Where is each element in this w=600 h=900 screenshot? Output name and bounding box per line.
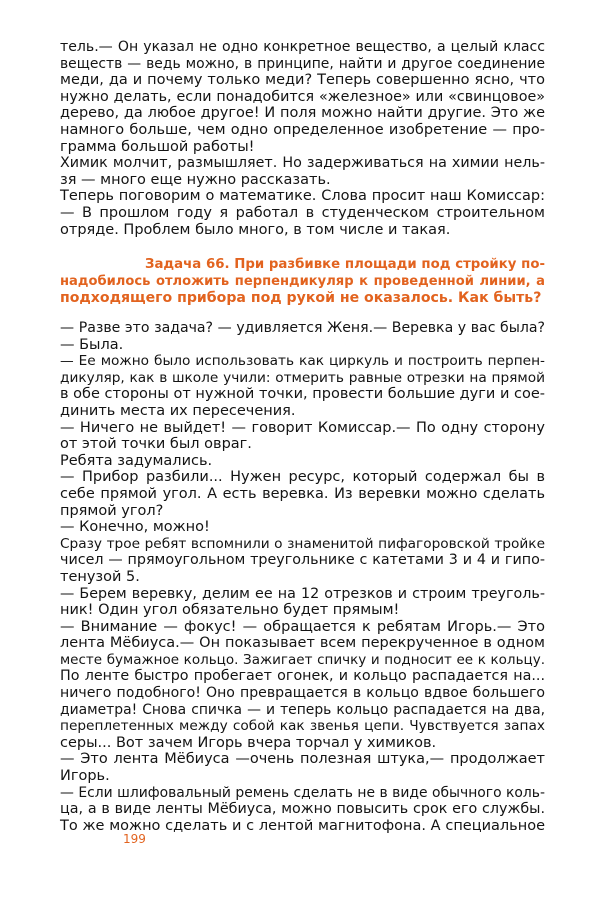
text-line: в обе стороны от нужной точки, провести большие дуги и сое- (60, 386, 545, 403)
text-line: — Берем веревку, делим ее на 12 отрезков и строим треуголь- (60, 585, 545, 602)
text-line: ничего подобного! Оно превращается в кольцо вдвое большего (60, 685, 545, 702)
text-line: — Ее можно было использовать как циркуль и построить перпен- (60, 353, 545, 370)
text-line: серы... Вот зачем Игорь вчера торчал у химиков. (60, 734, 437, 751)
text-line: месте бумажное кольцо. Зажигает спичку и подносит ее к кольцу. (60, 651, 545, 668)
text-line: По ленте быстро пробегает огонек, и кольцо распадается на... (60, 668, 545, 685)
text-line: намного больше, чем одно определенное изобретение — про- (60, 121, 545, 138)
task-line: подходящего прибора под рукой не оказалось. Как быть? (60, 290, 542, 307)
text-line: дикуляр, как в школе учили: отмерить равные отрезки на прямой (60, 369, 545, 386)
text-line: дерево, да любое другое! И поля можно найти другие. Это же (60, 105, 545, 122)
text-line: тель.— Он указал не одно конкретное вещество, а целый класс (60, 39, 545, 55)
text-line: грамма большой работы! (60, 138, 255, 155)
text-line: чисел — прямоугольном треугольнике с катетами 3 и 4 и гипо- (60, 552, 545, 569)
text-line: Химик молчит, размышляет. Но задерживаться на химии нель- (60, 155, 545, 172)
text-line: — Ничего не выйдет! — говорит Комиссар.— По одну сторону (60, 419, 545, 436)
text-line: — Прибор разбили... Нужен ресурс, который содержал бы в (60, 469, 545, 486)
page-number: 199 (123, 832, 146, 846)
text-line: То же можно сделать и с лентой магнитофона. А специальное (60, 817, 545, 834)
text-line: — Конечно, можно! (60, 519, 210, 536)
text-line: веществ — ведь можно, в принципе, найти и другое соединение (60, 55, 545, 72)
text-line: динить места их пересечения. (60, 402, 296, 419)
paragraph-top (60, 39, 545, 238)
text-line: ца, а в виде ленты Мёбиуса, можно повысить срок его службы. (60, 801, 545, 818)
text-line: переплетенных между собой как звенья цепи. Чувствуется запах (60, 718, 545, 735)
task-line: надобилось отложить перпендикуляр к проведенной линии, а (60, 273, 545, 289)
text-line: Сразу трое ребят вспомнили о знаменитой пифагоровской тройке (60, 535, 545, 552)
text-line: — Была. (60, 336, 124, 353)
paragraph-bottom (60, 320, 545, 834)
text-line: диаметра! Снова спичка — и теперь кольцо распадается на два, (60, 701, 545, 718)
text-line: себе прямой угол. А есть веревка. Из веревки можно сделать (60, 485, 545, 502)
text-line: Игорь. (60, 768, 110, 785)
text-line: меди, да и почему только меди? Теперь совершенно ясно, что (60, 72, 545, 89)
text-line: — Если шлифовальный ремень сделать не в виде обычного коль- (60, 784, 545, 801)
text-line: ник! Один угол обязательно будет прямым! (60, 602, 400, 619)
text-line: тенузой 5. (60, 568, 140, 585)
text-line: отряде. Проблем было много, в том числе и такая. (60, 221, 451, 238)
text-line: — В прошлом году я работал в студенческом строительном (60, 204, 545, 221)
task-heading (60, 257, 545, 307)
text-line: прямой угол? (60, 502, 164, 519)
text-line: Ребята задумались. (60, 452, 213, 469)
task-line: Задача 66. При разбивке площади под стройку по- (145, 257, 545, 272)
text-line: — Разве это задача? — удивляется Женя.— Веревка у вас была? (60, 320, 545, 336)
text-line: — Внимание — фокус! — обращается к ребятам Игорь.— Это (60, 618, 545, 635)
text-line: от этой точки был овраг. (60, 436, 252, 453)
text-line: зя — много еще нужно рассказать. (60, 171, 331, 188)
text-line: — Это лента Мёбиуса —очень полезная штука,— продолжает (60, 751, 545, 768)
text-line: нужно делать, если понадобится «железное» или «свинцовое» (60, 88, 545, 105)
text-line: лента Мёбиуса.— Он показывает всем перекрученное в одном (60, 635, 545, 652)
text-line: Теперь поговорим о математике. Слова просит наш Комиссар: (60, 188, 545, 205)
